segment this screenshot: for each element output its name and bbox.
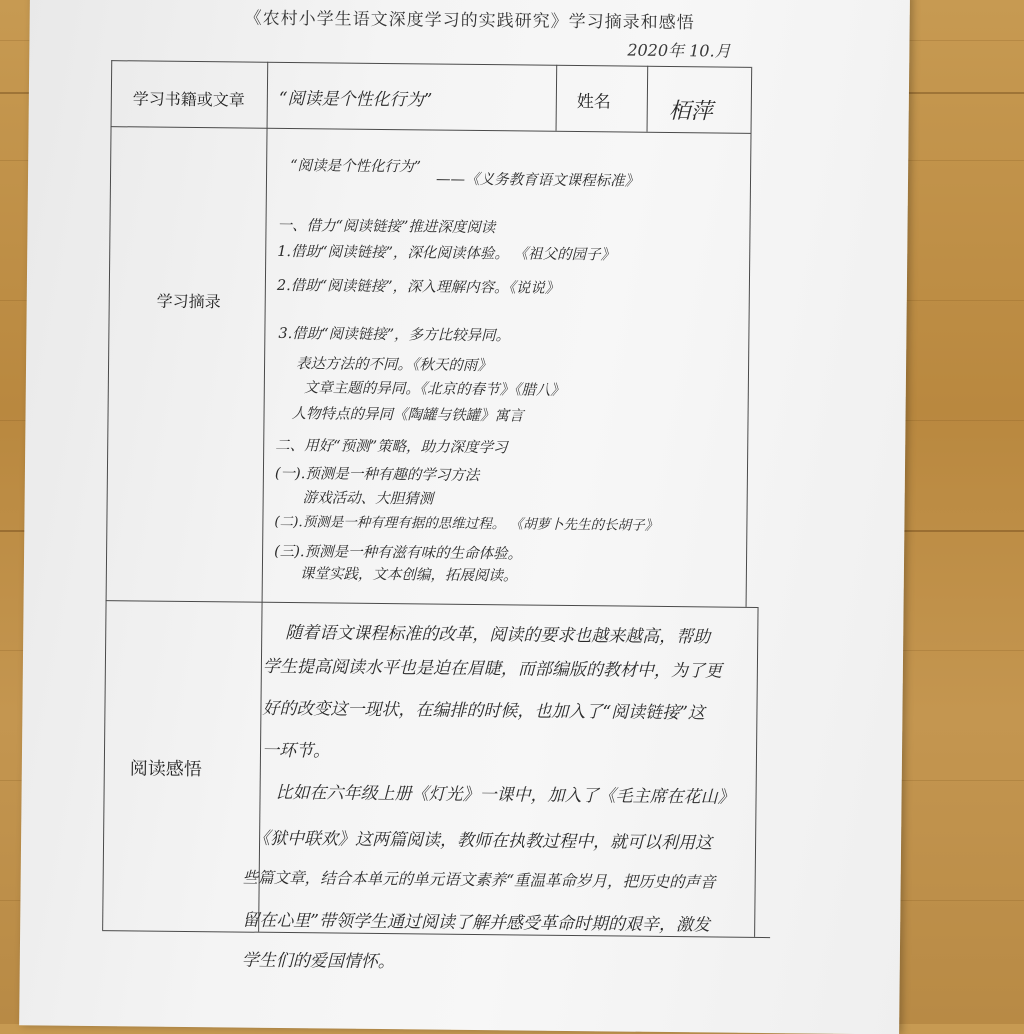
reflection-line: 留在心里”带领学生通过阅读了解并感受革命时期的艰辛，激发 bbox=[242, 910, 711, 936]
reflection-line: 《狱中联欢》这两篇阅读，教师在执教过程中，就可以利用这 bbox=[252, 828, 713, 854]
name-value: 栢萍 bbox=[668, 98, 713, 125]
excerpt-source: ——《义务教育语文课程标准》 bbox=[435, 171, 640, 190]
excerpt-line: (一).预测是一种有趣的学习方法 bbox=[274, 465, 480, 485]
reflection-line: 好的改变这一现状，在编排的时候，也加入了“阅读链接”这 bbox=[262, 698, 705, 724]
table-row-divider bbox=[106, 600, 758, 608]
book-label: 学习书籍或文章 bbox=[132, 89, 245, 110]
reflection-line: 比如在六年级上册《灯光》一课中，加入了《毛主席在花山》 bbox=[275, 782, 735, 808]
excerpt-line: 1.借助“阅读链接”，深化阅读体验。 《祖父的园子》 bbox=[277, 243, 616, 264]
table-column-divider bbox=[258, 62, 268, 932]
reflection-label: 阅读感悟 bbox=[129, 758, 202, 781]
table-left-border bbox=[102, 60, 112, 930]
reflection-line: 学生提高阅读水平也是迫在眉睫，而部编版的教材中，为了更 bbox=[262, 656, 722, 682]
table-column-divider bbox=[556, 65, 558, 131]
table-column-divider bbox=[647, 66, 649, 132]
table-right-border bbox=[754, 607, 758, 937]
document-date: 2020年 10.月 bbox=[627, 40, 731, 61]
name-label: 姓名 bbox=[576, 92, 611, 113]
excerpt-line: (二).预测是一种有理有据的思维过程。 《胡萝卜先生的长胡子》 bbox=[274, 513, 659, 534]
excerpt-heading: “阅读是个性化行为” bbox=[290, 158, 422, 176]
excerpt-line: 人物特点的异同《陶罐与铁罐》寓言 bbox=[291, 406, 524, 425]
excerpt-line: 3.借助“阅读链接”，多方比较异同。 bbox=[278, 325, 511, 345]
table-top-border bbox=[111, 60, 751, 68]
reflection-line: 些篇文章，结合本单元的单元语文素养“重温革命岁月，把历史的声音 bbox=[242, 868, 716, 892]
excerpt-line: (三).预测是一种有滋有味的生命体验。 bbox=[274, 543, 523, 563]
excerpt-line: 课堂实践，文本创编，拓展阅读。 bbox=[299, 566, 518, 585]
excerpt-line: 一、借力“阅读链接”推进深度阅读 bbox=[277, 217, 496, 237]
reflection-line: 随着语文课程标准的改革，阅读的要求也越来越高，帮助 bbox=[285, 622, 711, 648]
reflection-line: 一环节。 bbox=[261, 740, 331, 762]
excerpt-line: 2.借助“阅读链接”，深入理解内容。《说说》 bbox=[276, 277, 560, 297]
document-title: 《农村小学生语文深度学习的实践研究》学习摘录和感悟 bbox=[244, 8, 695, 34]
table-right-border bbox=[746, 67, 753, 607]
book-value: “阅读是个性化行为” bbox=[278, 88, 433, 111]
excerpt-line: 表达方法的不同。《秋天的雨》 bbox=[295, 356, 492, 375]
table-row-divider bbox=[111, 126, 751, 134]
reflection-line: 学生们的爱国情怀。 bbox=[241, 950, 395, 973]
excerpt-label: 学习摘录 bbox=[156, 291, 221, 312]
paper-sheet bbox=[19, 0, 910, 1034]
excerpt-line: 游戏活动、大胆猜测 bbox=[302, 490, 434, 508]
excerpt-line: 二、用好“预测”策略，助力深度学习 bbox=[275, 437, 508, 457]
excerpt-line: 文章主题的异同。《北京的春节》《腊八》 bbox=[303, 380, 565, 399]
